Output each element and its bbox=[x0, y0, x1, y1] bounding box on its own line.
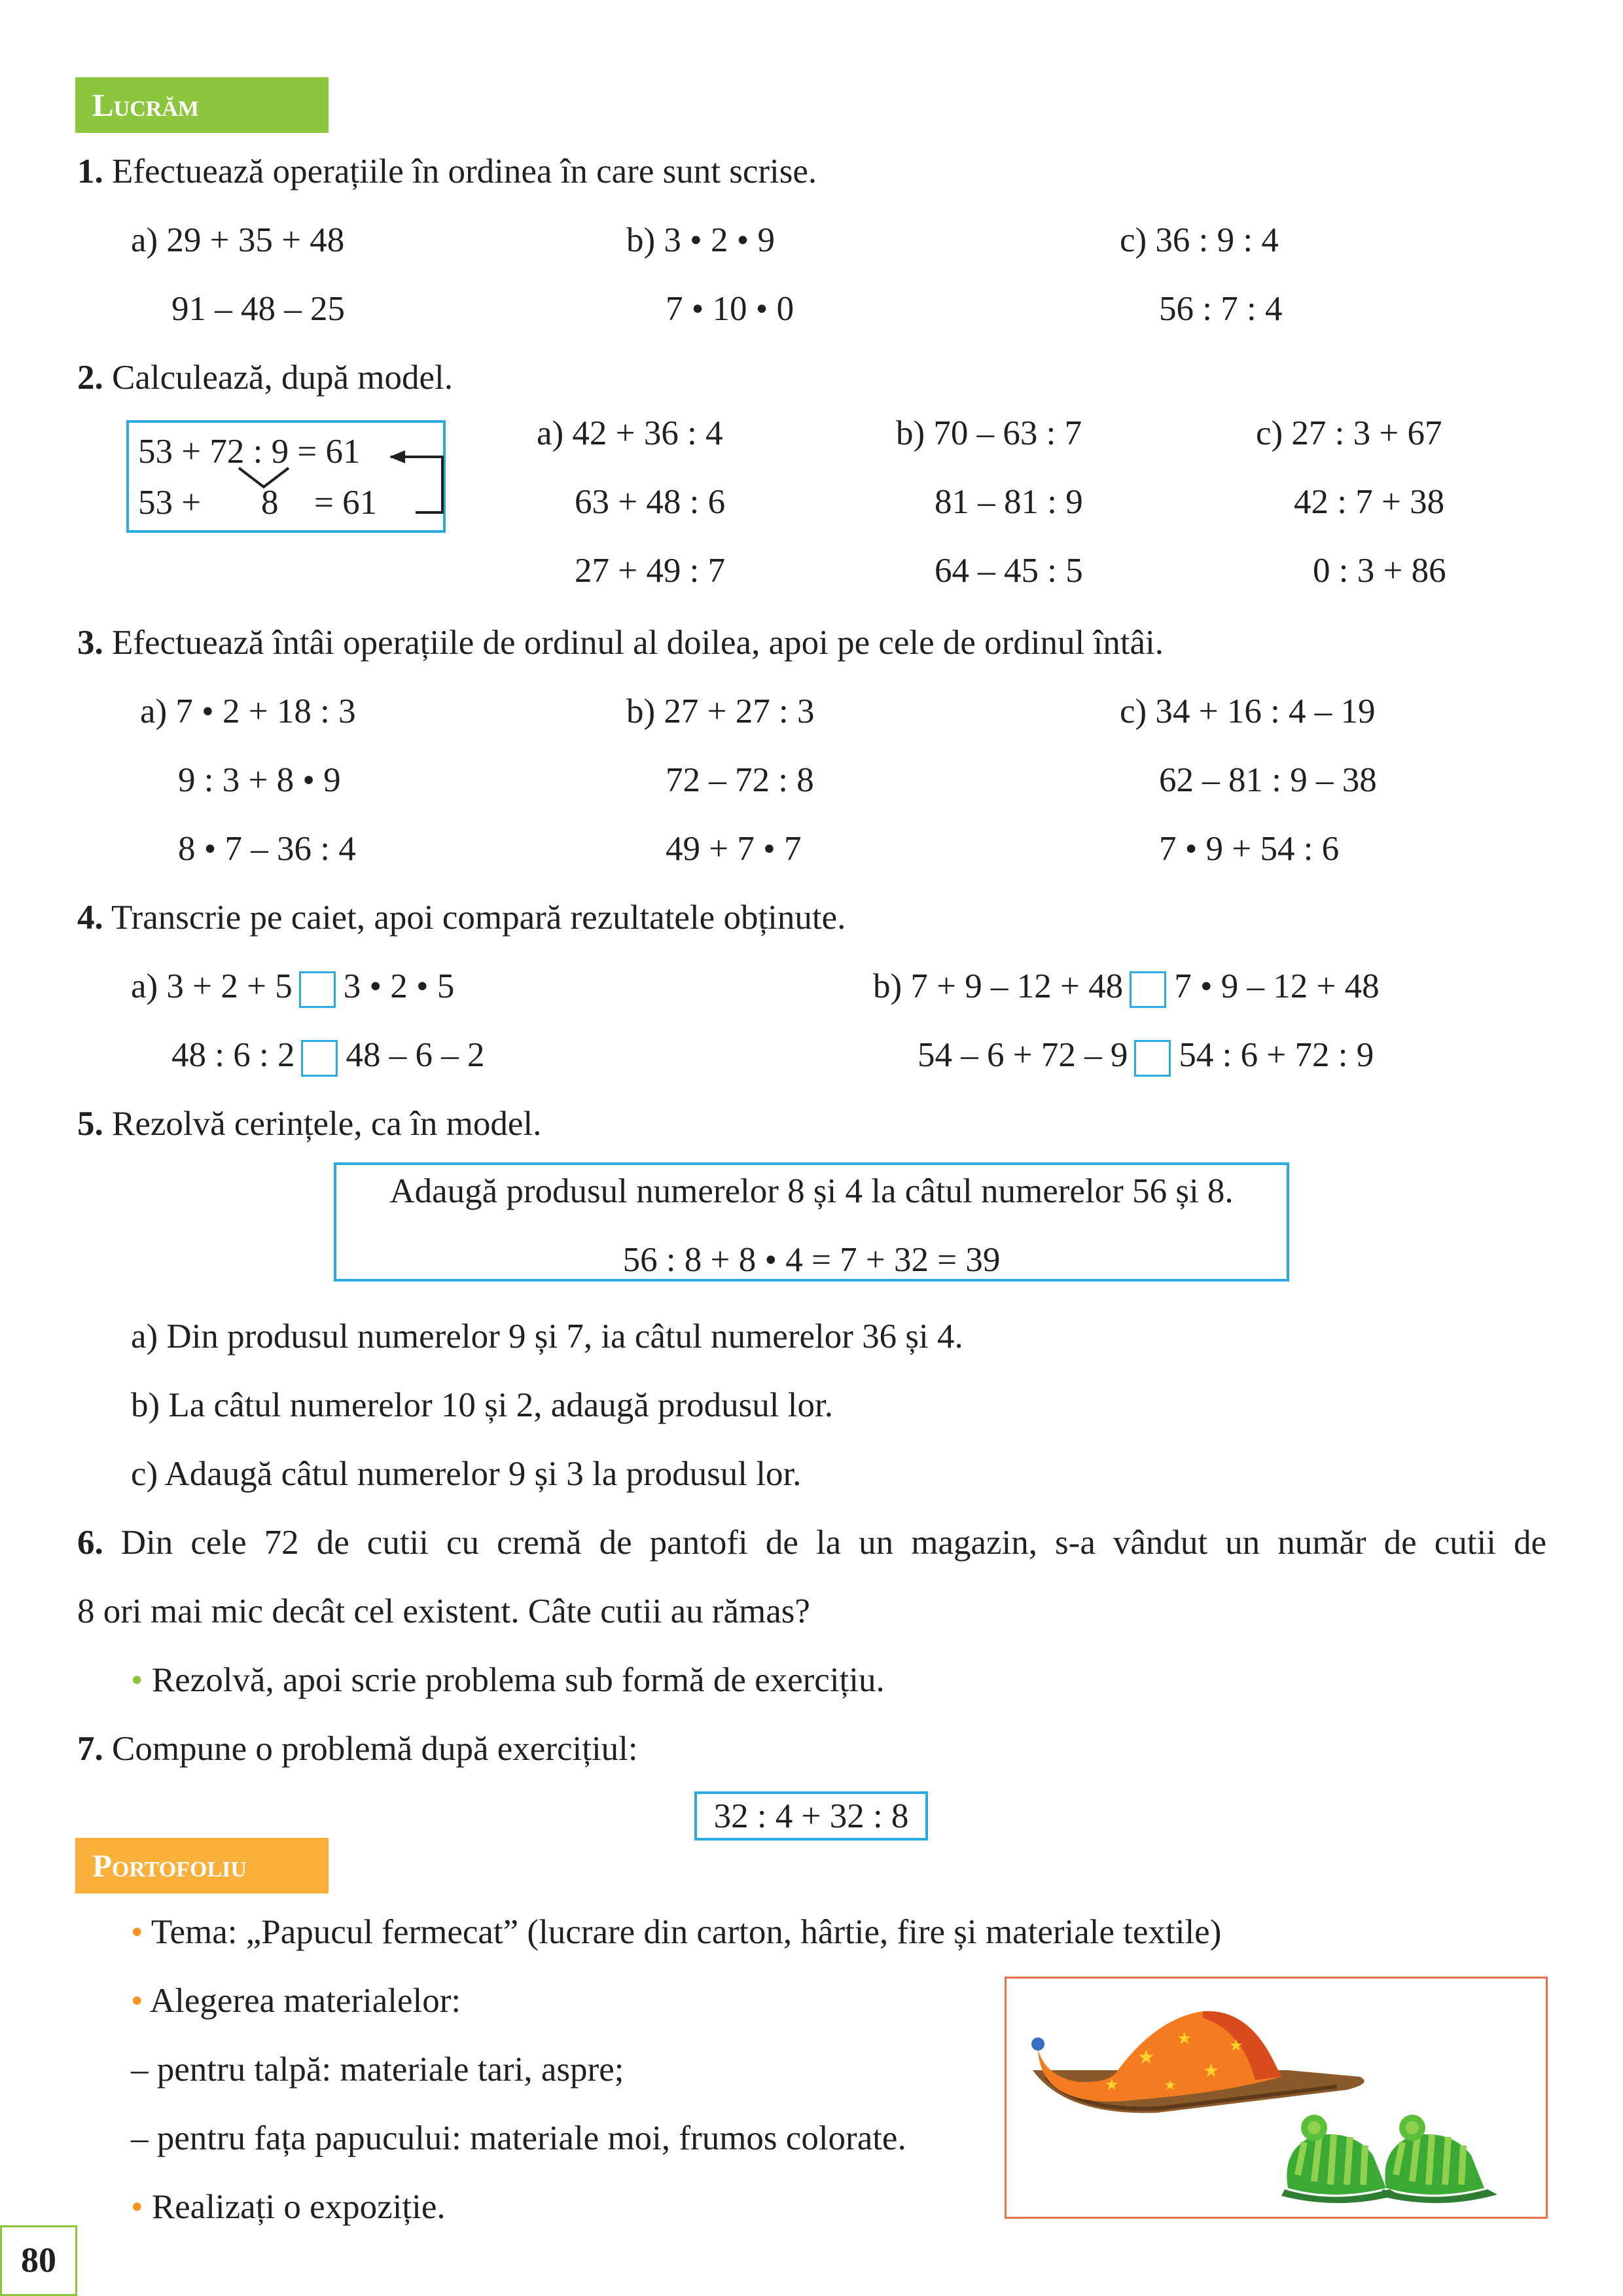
ex4-row bbox=[918, 1034, 1374, 1077]
model-line-1: 53 + 72 : 9 = 61 bbox=[138, 433, 361, 471]
compare-box[interactable] bbox=[301, 1040, 338, 1077]
bullet-icon: • bbox=[131, 1913, 143, 1951]
ex4-row bbox=[171, 1034, 484, 1077]
portofoliu-bullet bbox=[131, 2186, 446, 2228]
svg-text:★: ★ bbox=[1137, 2046, 1155, 2069]
exercise-text: Efectuează operațiile în ordinea în care sunt scrise. bbox=[112, 152, 817, 190]
ex3-item: b) 27 + 27 : 3 bbox=[626, 692, 815, 730]
ex3-item: 49 + 7 • 7 bbox=[666, 830, 802, 868]
ex2-item: 81 – 81 : 9 bbox=[935, 483, 1083, 521]
model-line-1: Adaugă produsul numerelor 8 și 4 la câtul numerelor 56 și 8. bbox=[389, 1172, 1234, 1210]
ex4-left: 54 – 6 + 72 – 9 bbox=[918, 1036, 1128, 1074]
exercise-number: 4. bbox=[77, 899, 103, 937]
model-line-2c: = 61 bbox=[314, 484, 378, 522]
model-line-2b: 8 bbox=[261, 484, 279, 522]
ex3-item: c) 34 + 16 : 4 – 19 bbox=[1120, 692, 1376, 730]
svg-text:★: ★ bbox=[1164, 2077, 1177, 2094]
ex3-item: 62 – 81 : 9 – 38 bbox=[1159, 761, 1377, 799]
ex4-right: 7 • 9 – 12 + 48 bbox=[1174, 967, 1380, 1005]
ex5-item: b) La câtul numerelor 10 și 2, adaugă produsul lor. bbox=[131, 1386, 833, 1424]
ex3-item: 72 – 72 : 8 bbox=[666, 761, 814, 799]
svg-text:★: ★ bbox=[1177, 2029, 1192, 2049]
ex2-item: 64 – 45 : 5 bbox=[935, 552, 1083, 590]
exercise-text: Din cele 72 de cutii cu cremă de pantofi de la un magazin, s-a vândut un număr de cutii de bbox=[120, 1524, 1546, 1562]
model-box bbox=[334, 1162, 1289, 1282]
ex2-item: 0 : 3 + 86 bbox=[1313, 552, 1446, 590]
exercise-2-statement bbox=[77, 357, 453, 399]
exercise-text: Rezolvă cerințele, ca în model. bbox=[112, 1105, 542, 1143]
ex3-item: 7 • 9 + 54 : 6 bbox=[1159, 830, 1340, 868]
exercise-5-statement bbox=[77, 1103, 541, 1145]
ex2-item: c) 27 : 3 + 67 bbox=[1256, 414, 1442, 452]
slippers-illustration bbox=[1007, 1979, 1546, 2217]
model-box bbox=[126, 420, 446, 533]
ex2-item: 42 : 7 + 38 bbox=[1294, 483, 1445, 521]
exercise-number: 3. bbox=[77, 624, 103, 662]
page-number: 80 bbox=[0, 2225, 77, 2296]
exercise-text: Calculează, după model. bbox=[112, 359, 453, 397]
ex4-right: 48 – 6 – 2 bbox=[346, 1036, 485, 1074]
svg-text:★: ★ bbox=[1105, 2075, 1119, 2094]
ex6-bullet bbox=[131, 1659, 885, 1701]
ex1-item: a) 29 + 35 + 48 bbox=[131, 221, 345, 259]
ex4-left: a) 3 + 2 + 5 bbox=[131, 967, 293, 1005]
exercise-text: Compune o problemă după exercițiul: bbox=[112, 1730, 638, 1768]
bullet-text: Alegerea materialelor: bbox=[149, 1982, 461, 2020]
ex1-item: b) 3 • 2 • 9 bbox=[626, 221, 776, 259]
slippers-illustration-frame bbox=[1005, 1977, 1548, 2219]
exercise-number: 1. bbox=[77, 152, 103, 190]
bullet-text: Tema: „Papucul fermecat” (lucrare din carton, hârtie, fire și materiale textile) bbox=[151, 1913, 1222, 1951]
exercise-7-statement bbox=[77, 1728, 638, 1770]
model-arrows bbox=[129, 423, 446, 533]
portofoliu-line: – pentru talpă: materiale tari, aspre; bbox=[131, 2051, 624, 2089]
svg-text:★: ★ bbox=[1203, 2060, 1220, 2081]
model-line-2: 56 : 8 + 8 • 4 = 7 + 32 = 39 bbox=[622, 1241, 1001, 1279]
ex3-item: 9 : 3 + 8 • 9 bbox=[178, 761, 341, 799]
bullet-text: Realizați o expoziție. bbox=[151, 2188, 446, 2226]
portofoliu-bullet bbox=[131, 1980, 461, 2022]
exercise-3-statement bbox=[77, 622, 1164, 664]
ex2-item: b) 70 – 63 : 7 bbox=[896, 414, 1082, 452]
ex3-item: 8 • 7 – 36 : 4 bbox=[178, 830, 356, 868]
ex2-item: a) 42 + 36 : 4 bbox=[537, 414, 723, 452]
bullet-icon: • bbox=[131, 1661, 143, 1699]
exercise-7-expression-box bbox=[694, 1791, 928, 1840]
exercise-text: Efectuează întâi operațiile de ordinul al doilea, apoi pe cele de ordinul întâi. bbox=[112, 624, 1164, 662]
compare-box[interactable] bbox=[299, 971, 336, 1008]
section-header-lucram: Lucrăm bbox=[75, 77, 329, 133]
ex2-item: 27 + 49 : 7 bbox=[575, 552, 726, 590]
ex1-item: 7 • 10 • 0 bbox=[666, 290, 794, 328]
exercise-7-expression: 32 : 4 + 32 : 8 bbox=[713, 1797, 909, 1835]
bullet-icon: • bbox=[131, 2188, 143, 2226]
exercise-6-statement bbox=[77, 1522, 1546, 1564]
ex4-row bbox=[131, 965, 454, 1008]
portofoliu-line: – pentru fața papucului: materiale moi, frumos colorate. bbox=[131, 2119, 906, 2157]
exercise-text: Transcrie pe caiet, apoi compară rezultatele obținute. bbox=[111, 899, 846, 937]
ex4-right: 3 • 2 • 5 bbox=[343, 967, 455, 1005]
ex1-item: c) 36 : 9 : 4 bbox=[1120, 221, 1279, 259]
compare-box[interactable] bbox=[1130, 971, 1166, 1008]
exercise-number: 6. bbox=[77, 1524, 103, 1562]
exercise-number: 5. bbox=[77, 1105, 103, 1143]
ex5-item: a) Din produsul numerelor 9 și 7, ia câtul numerelor 36 și 4. bbox=[131, 1318, 963, 1355]
ex2-item: 63 + 48 : 6 bbox=[575, 483, 726, 521]
section-header-portofoliu: Portofoliu bbox=[75, 1838, 329, 1893]
bullet-icon: • bbox=[131, 1982, 143, 2020]
exercise-1-statement bbox=[77, 151, 817, 192]
exercise-4-statement bbox=[77, 897, 846, 939]
ex4-left: b) 7 + 9 – 12 + 48 bbox=[873, 967, 1124, 1005]
ex3-item: a) 7 • 2 + 18 : 3 bbox=[140, 692, 356, 730]
ex1-item: 56 : 7 : 4 bbox=[1159, 290, 1283, 328]
ex1-item: 91 – 48 – 25 bbox=[171, 290, 345, 328]
exercise-6-continuation: 8 ori mai mic decât cel existent. Câte cutii au rămas? bbox=[77, 1592, 810, 1630]
portofoliu-bullet bbox=[131, 1911, 1221, 1953]
svg-text:★: ★ bbox=[1229, 2036, 1243, 2054]
ex4-row bbox=[873, 965, 1380, 1008]
bullet-text: Rezolvă, apoi scrie problema sub formă de exercițiu. bbox=[151, 1661, 885, 1699]
ex4-left: 48 : 6 : 2 bbox=[171, 1036, 295, 1074]
exercise-number: 2. bbox=[77, 359, 103, 397]
model-line-2a: 53 + bbox=[138, 484, 202, 522]
compare-box[interactable] bbox=[1134, 1040, 1171, 1077]
ex4-right: 54 : 6 + 72 : 9 bbox=[1179, 1036, 1374, 1074]
ex5-item: c) Adaugă câtul numerelor 9 și 3 la produsul lor. bbox=[131, 1455, 802, 1493]
exercise-number: 7. bbox=[77, 1730, 103, 1768]
